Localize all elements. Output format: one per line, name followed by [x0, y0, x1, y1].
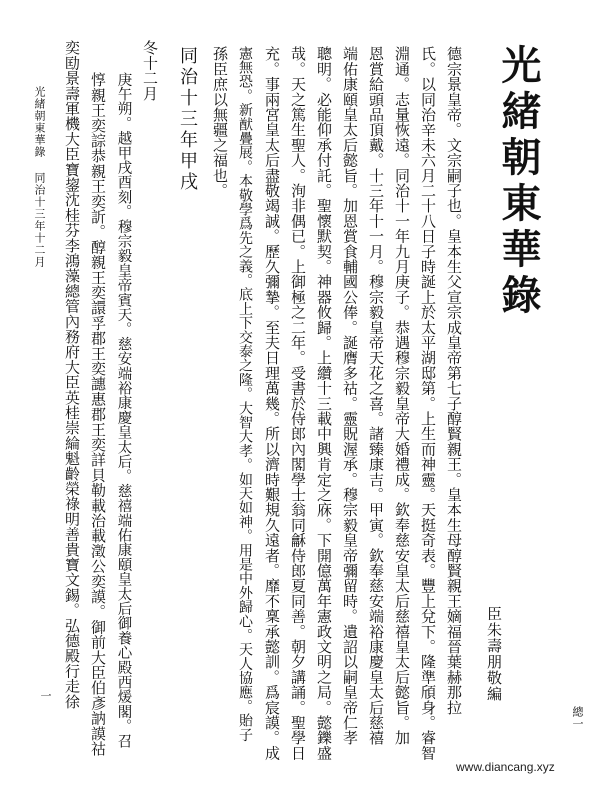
intro-column-5: 端佑康頤皇太后懿旨。加恩賞食輔國公俸。誕膺多祜。靈貺渥承。穆宗毅皇帝彌留時。遺詔以嗣皇帝仁孝: [341, 46, 359, 746]
intro-column-9: 憲無恐。新猷疊展。本敬學爲先之義。底上下交泰之隆。大智大孝。如天如神。用是中外歸心。天人協應。貽子: [237, 46, 253, 742]
intro-column-2: 氏。以同治辛未六月二十八日子時誕上於太平湖邸第。上生而神靈。天挺奇表。豐上兌下。隆準頎身。睿智: [419, 46, 437, 761]
intro-column-10: 孫臣庶以無疆之福也。: [211, 46, 229, 198]
site-watermark: www.diancang.xyz: [456, 760, 555, 774]
intro-column-3: 淵通。志量恢遠。同治十一年九月庚子。恭遇穆宗毅皇帝大婚禮成。欽奉慈安皇太后慈禧皇太后懿旨。加: [393, 46, 411, 746]
intro-column-7: 哉。天之篤生聖人。洵非偶已。上御極之二年。受書於侍郎內閣學士翁同龢侍郎夏同善。朝夕講誦。聖學日: [289, 46, 307, 761]
entry-column-2: 惇親王奕誴恭親王奕訢。醇親王奕譞孚郡王奕譓惠郡王奕詳貝勒載治載澂公奕謨。御前大臣伯彥訥謨祜: [89, 72, 107, 756]
cumulative-page-marker: 總一: [571, 706, 584, 730]
intro-column-4: 恩賞給頭品頂戴。十三年十一月。穆宗毅皇帝天花之喜。諸臻康吉。甲寅。欽奉慈安端裕康慶皇太后慈禧: [367, 46, 385, 746]
compiler-credit: 臣朱壽朋敬編: [485, 606, 503, 702]
entry-column-1: 庚午朔。越甲戌酉刻。穆宗毅皇帝賓天。慈安端裕康慶皇太后。慈禧端佑康頤皇太后御養心殿西煖閣。召: [115, 72, 132, 749]
running-title: 光緒朝東華錄: [33, 86, 46, 158]
page-number: 一: [39, 690, 52, 701]
year-heading: 同治十三年甲戌: [177, 46, 198, 193]
intro-column-1: 德宗景皇帝。文宗嗣子也。皇本生父宣宗成皇帝第七子醇賢親王。皇本生母醇賢親王嫡福晉葉赫那拉: [445, 46, 463, 715]
book-title: 光緒朝東華錄: [495, 44, 542, 320]
entry-column-3: 奕劻景壽軍機大臣寶鋆沈桂芬李鴻藻總管內務府大臣英桂崇綸魁齡榮祿明善貴寶文錫。弘德殿行走徐: [63, 40, 81, 709]
month-heading: 冬十二月: [141, 40, 159, 101]
intro-column-8: 充。事兩宮皇太后盡敬竭誠。歷久彌摯。至夫日理萬幾。所以濟時艱規久遠者。靡不稟承懿訓。爲宸謨。成: [263, 46, 281, 761]
running-date: 同治十三年十二月: [33, 172, 46, 268]
intro-column-6: 聰明。必能仰承付託。聖懷默契。神器攸歸。上纘十三載中興肯定之庥。下開億萬年憲政文明之局。懿鑠盛: [315, 46, 333, 761]
